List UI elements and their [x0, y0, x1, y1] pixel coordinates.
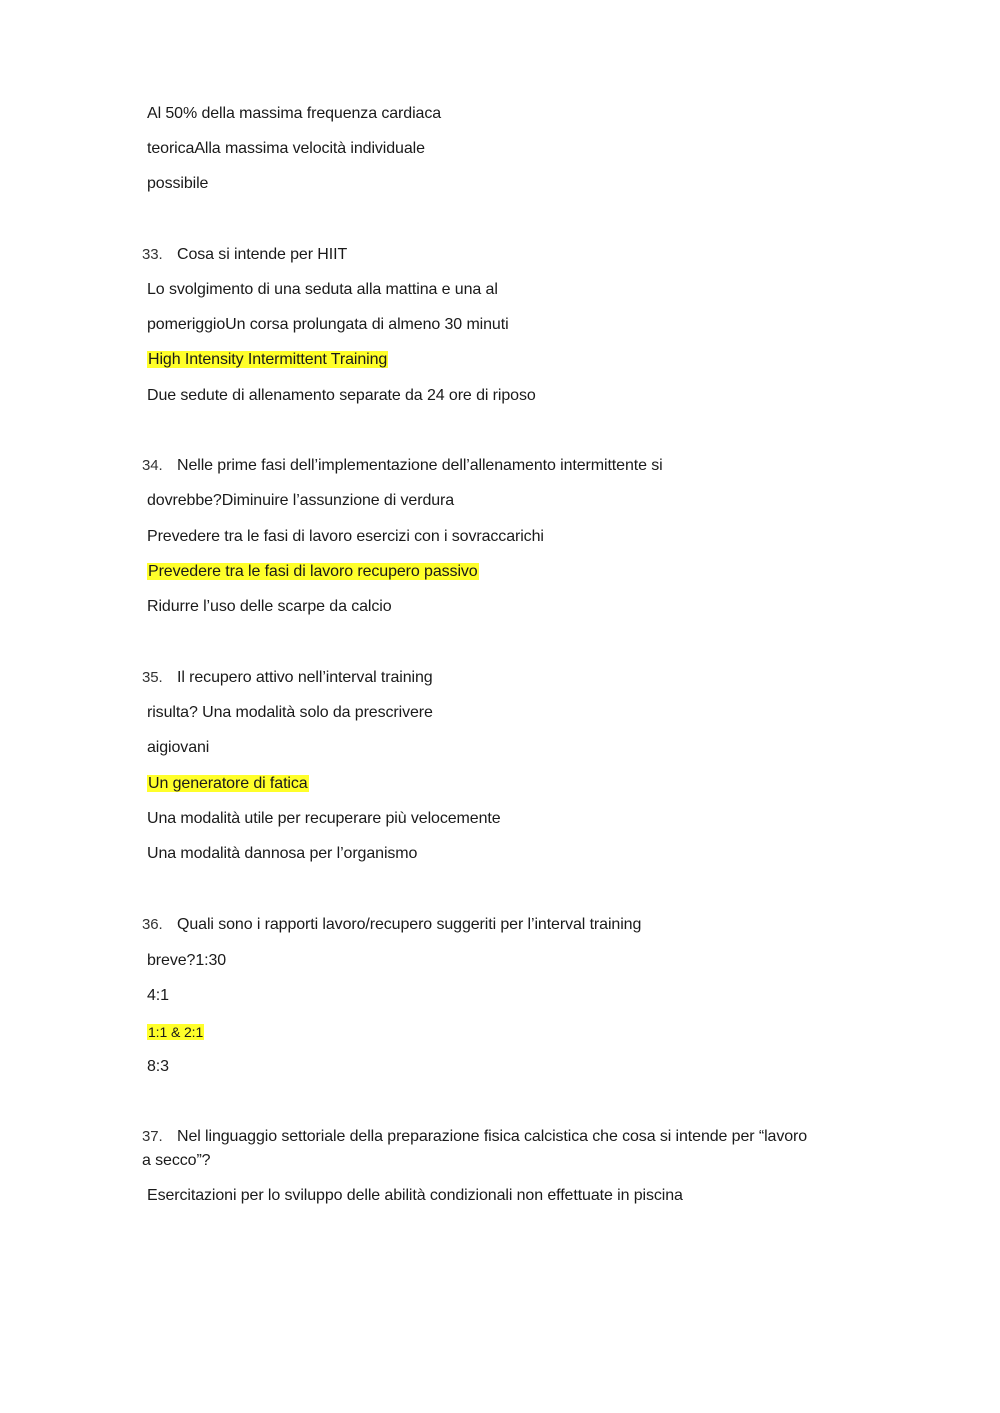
- correct-answer: [147, 561, 479, 583]
- option-text: Una modalità dannosa per l’organismo: [147, 845, 418, 862]
- question-number: 37.: [142, 1128, 163, 1145]
- option-text: 8:3: [147, 1058, 169, 1075]
- option-text: dovrebbe?Diminuire l’assunzione di verdura: [147, 492, 455, 509]
- option-text: breve?1:30: [147, 952, 227, 969]
- question-text: Il recupero attivo nell’interval training: [177, 669, 433, 686]
- correct-answer: [147, 773, 309, 795]
- option-text: Esercitazioni per lo sviluppo delle abilità condizionali non effettuate in piscina: [147, 1187, 683, 1204]
- question-text: Nel linguaggio settoriale della preparazione fisica calcistica che cosa si intende per “lavoro: [177, 1128, 808, 1145]
- question-number: 33.: [142, 246, 163, 263]
- option-text: Ridurre l’uso delle scarpe da calcio: [147, 598, 392, 615]
- highlighted-answer: High Intensity Intermittent Training: [148, 351, 388, 368]
- highlighted-answer: Un generatore di fatica: [148, 775, 308, 792]
- option-text: risulta? Una modalità solo da prescrivere: [147, 704, 433, 721]
- question-36: [142, 914, 641, 936]
- correct-answer: [147, 1021, 204, 1043]
- question-text: Nelle prime fasi dell’implementazione dell’allenamento intermittente si: [177, 457, 663, 474]
- option-text: 4:1: [147, 987, 169, 1004]
- question-number: 36.: [142, 916, 163, 933]
- question-37-continuation: a secco”?: [142, 1152, 211, 1169]
- option-text: Prevedere tra le fasi di lavoro esercizi con i sovraccarichi: [147, 528, 544, 545]
- option-text: aigiovani: [147, 739, 210, 756]
- question-34: [142, 455, 663, 477]
- question-37: [142, 1126, 807, 1148]
- question-number: 35.: [142, 669, 163, 686]
- correct-answer: [147, 349, 388, 371]
- highlighted-answer: 1:1 & 2:1: [148, 1024, 204, 1040]
- option-text: Lo svolgimento di una seduta alla mattina e una al: [147, 281, 498, 298]
- option-text: Al 50% della massima frequenza cardiaca: [147, 105, 442, 122]
- question-text: Cosa si intende per HIIT: [177, 246, 348, 263]
- question-35: [142, 667, 433, 689]
- question-text: Quali sono i rapporti lavoro/recupero suggeriti per l’interval training: [177, 916, 642, 933]
- highlighted-answer: Prevedere tra le fasi di lavoro recupero passivo: [148, 563, 478, 580]
- option-text: Una modalità utile per recuperare più velocemente: [147, 810, 501, 827]
- option-text: teoricaAlla massima velocità individuale: [147, 140, 425, 157]
- question-33: [142, 244, 347, 266]
- option-text: Due sedute di allenamento separate da 24 ore di riposo: [147, 387, 536, 404]
- option-text: possibile: [147, 175, 209, 192]
- question-number: 34.: [142, 457, 163, 474]
- option-text: pomeriggioUn corsa prolungata di almeno 30 minuti: [147, 316, 509, 333]
